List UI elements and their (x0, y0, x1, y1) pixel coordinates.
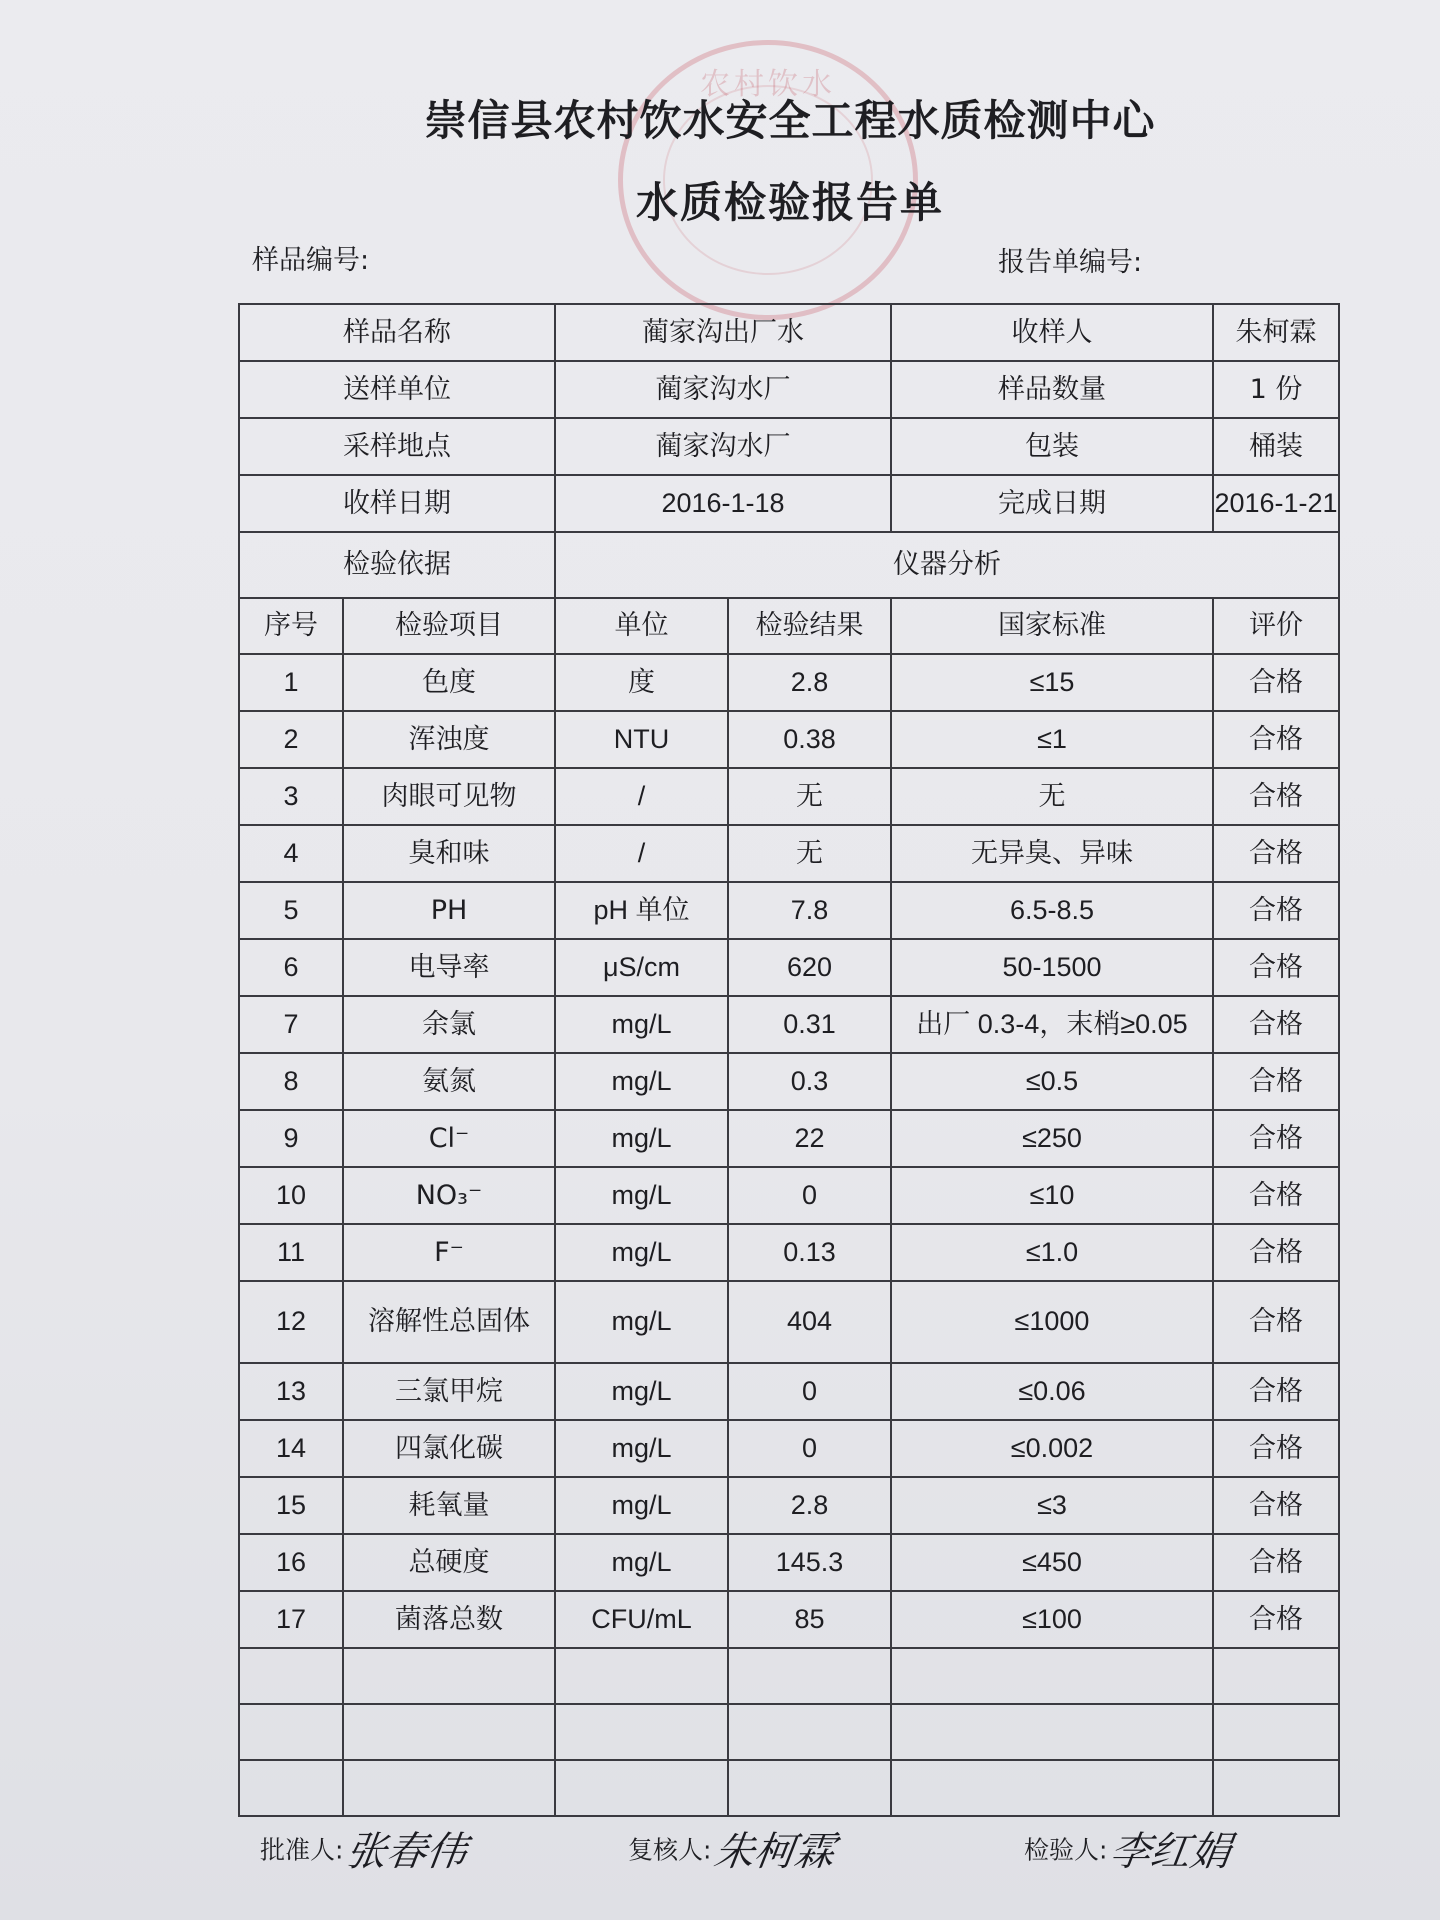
finish-date-label: 完成日期 (891, 475, 1213, 532)
row-evaluation: 合格 (1213, 1591, 1339, 1648)
info-row-basis (239, 532, 1339, 598)
row-item: 电导率 (343, 939, 555, 996)
row-result: 0 (728, 1363, 891, 1420)
row-unit: mg/L (555, 1363, 728, 1420)
row-unit: / (555, 825, 728, 882)
row-unit: mg/L (555, 1477, 728, 1534)
row-standard: 6.5-8.5 (891, 882, 1213, 939)
sample-number-label: 样品编号: (252, 245, 370, 276)
empty-row (239, 1704, 1339, 1760)
info-row-sample (239, 304, 1339, 361)
row-result: 145.3 (728, 1534, 891, 1591)
row-item: NO₃⁻ (343, 1167, 555, 1224)
row-unit: pH 单位 (555, 882, 728, 939)
empty-cell (891, 1760, 1213, 1816)
empty-row (239, 1760, 1339, 1816)
row-result: 404 (728, 1281, 891, 1363)
row-standard: ≤1.0 (891, 1224, 1213, 1281)
row-result: 0 (728, 1420, 891, 1477)
row-unit: mg/L (555, 1224, 728, 1281)
row-result: 无 (728, 825, 891, 882)
row-item: 总硬度 (343, 1534, 555, 1591)
row-number: 13 (239, 1363, 343, 1420)
sender-value: 蔺家沟水厂 (555, 361, 891, 418)
location-label: 采样地点 (239, 418, 555, 475)
approver-name: 张春伟 (343, 1829, 471, 1875)
row-number: 12 (239, 1281, 343, 1363)
table-row (239, 654, 1339, 711)
row-evaluation: 合格 (1213, 1534, 1339, 1591)
row-item: F⁻ (343, 1224, 555, 1281)
row-standard: 无 (891, 768, 1213, 825)
row-standard: ≤0.002 (891, 1420, 1213, 1477)
row-number: 11 (239, 1224, 343, 1281)
row-standard: ≤15 (891, 654, 1213, 711)
empty-row (239, 1648, 1339, 1704)
row-unit: mg/L (555, 1110, 728, 1167)
row-evaluation: 合格 (1213, 1281, 1339, 1363)
row-unit: mg/L (555, 1534, 728, 1591)
table-row (239, 1534, 1339, 1591)
row-unit: mg/L (555, 1281, 728, 1363)
row-item: 臭和味 (343, 825, 555, 882)
row-standard: 50-1500 (891, 939, 1213, 996)
package-value: 桶装 (1213, 418, 1339, 475)
table-row (239, 1420, 1339, 1477)
row-unit: μS/cm (555, 939, 728, 996)
table-row (239, 1053, 1339, 1110)
receiver-value: 朱柯霖 (1213, 304, 1339, 361)
column-header-standard: 国家标准 (891, 598, 1213, 654)
inspector-signature (1024, 1820, 1235, 1877)
row-result: 2.8 (728, 654, 891, 711)
row-number: 2 (239, 711, 343, 768)
row-evaluation: 合格 (1213, 825, 1339, 882)
empty-cell (891, 1648, 1213, 1704)
row-result: 0.38 (728, 711, 891, 768)
row-item: 四氯化碳 (343, 1420, 555, 1477)
row-unit: NTU (555, 711, 728, 768)
table-row (239, 1224, 1339, 1281)
basis-value: 仪器分析 (555, 532, 1339, 598)
receiver-label: 收样人 (891, 304, 1213, 361)
row-number: 14 (239, 1420, 343, 1477)
row-result: 0 (728, 1167, 891, 1224)
column-header-no: 序号 (239, 598, 343, 654)
table-row (239, 825, 1339, 882)
row-result: 2.8 (728, 1477, 891, 1534)
empty-cell (891, 1704, 1213, 1760)
row-number: 8 (239, 1053, 343, 1110)
row-result: 0.3 (728, 1053, 891, 1110)
page-title: 崇信县农村饮水安全工程水质检测中心 (424, 96, 1156, 145)
row-result: 0.13 (728, 1224, 891, 1281)
row-evaluation: 合格 (1213, 882, 1339, 939)
row-evaluation: 合格 (1213, 1053, 1339, 1110)
empty-cell (239, 1648, 343, 1704)
reviewer-label: 复核人: (628, 1835, 712, 1865)
row-item: 浑浊度 (343, 711, 555, 768)
sender-label: 送样单位 (239, 361, 555, 418)
table-row (239, 996, 1339, 1053)
quantity-label: 样品数量 (891, 361, 1213, 418)
column-header-row (239, 598, 1339, 654)
table-row (239, 711, 1339, 768)
receive-date-value: 2016-1-18 (555, 475, 891, 532)
quantity-value: 1 份 (1213, 361, 1339, 418)
row-number: 15 (239, 1477, 343, 1534)
reviewer-name: 朱柯霖 (711, 1829, 839, 1875)
row-item: 溶解性总固体 (343, 1281, 555, 1363)
row-unit: mg/L (555, 1420, 728, 1477)
row-number: 3 (239, 768, 343, 825)
row-item: 菌落总数 (343, 1591, 555, 1648)
info-row-location (239, 418, 1339, 475)
table-row (239, 939, 1339, 996)
empty-cell (1213, 1648, 1339, 1704)
row-standard: ≤250 (891, 1110, 1213, 1167)
row-standard: ≤450 (891, 1534, 1213, 1591)
row-unit: mg/L (555, 1053, 728, 1110)
table-row (239, 1110, 1339, 1167)
finish-date-value: 2016-1-21 (1213, 475, 1339, 532)
row-evaluation: 合格 (1213, 939, 1339, 996)
row-unit: CFU/mL (555, 1591, 728, 1648)
row-number: 4 (239, 825, 343, 882)
inspector-label: 检验人: (1024, 1835, 1108, 1865)
row-evaluation: 合格 (1213, 711, 1339, 768)
row-number: 17 (239, 1591, 343, 1648)
row-standard: ≤1 (891, 711, 1213, 768)
row-number: 9 (239, 1110, 343, 1167)
empty-cell (555, 1760, 728, 1816)
row-number: 7 (239, 996, 343, 1053)
table-row (239, 1167, 1339, 1224)
row-item: 三氯甲烷 (343, 1363, 555, 1420)
empty-cell (1213, 1760, 1339, 1816)
row-number: 1 (239, 654, 343, 711)
table-row (239, 1591, 1339, 1648)
row-number: 10 (239, 1167, 343, 1224)
empty-cell (343, 1760, 555, 1816)
empty-cell (728, 1704, 891, 1760)
table-row (239, 882, 1339, 939)
empty-cell (555, 1648, 728, 1704)
table-row (239, 1281, 1339, 1363)
row-standard: ≤0.06 (891, 1363, 1213, 1420)
row-unit: / (555, 768, 728, 825)
row-standard: ≤0.5 (891, 1053, 1213, 1110)
empty-cell (728, 1760, 891, 1816)
empty-cell (239, 1760, 343, 1816)
row-result: 22 (728, 1110, 891, 1167)
row-item: PH (343, 882, 555, 939)
inspector-name: 李红娟 (1107, 1829, 1235, 1875)
sample-name-value: 蔺家沟出厂水 (555, 304, 891, 361)
location-value: 蔺家沟水厂 (555, 418, 891, 475)
row-evaluation: 合格 (1213, 1224, 1339, 1281)
row-item: 色度 (343, 654, 555, 711)
empty-cell (343, 1648, 555, 1704)
row-item: 耗氧量 (343, 1477, 555, 1534)
row-number: 16 (239, 1534, 343, 1591)
approver-label: 批准人: (260, 1835, 344, 1865)
page-subtitle: 水质检验报告单 (635, 178, 944, 227)
row-result: 7.8 (728, 882, 891, 939)
column-header-unit: 单位 (555, 598, 728, 654)
row-standard: 无异臭、异味 (891, 825, 1213, 882)
row-evaluation: 合格 (1213, 1420, 1339, 1477)
row-evaluation: 合格 (1213, 1167, 1339, 1224)
column-header-result: 检验结果 (728, 598, 891, 654)
row-number: 5 (239, 882, 343, 939)
row-item: 氨氮 (343, 1053, 555, 1110)
row-result: 无 (728, 768, 891, 825)
row-item: 肉眼可见物 (343, 768, 555, 825)
table-row (239, 1363, 1339, 1420)
row-evaluation: 合格 (1213, 654, 1339, 711)
row-unit: mg/L (555, 1167, 728, 1224)
row-standard: ≤3 (891, 1477, 1213, 1534)
empty-cell (239, 1704, 343, 1760)
row-standard: ≤100 (891, 1591, 1213, 1648)
approver-signature (260, 1820, 471, 1877)
row-number: 6 (239, 939, 343, 996)
column-header-item: 检验项目 (343, 598, 555, 654)
reviewer-signature (628, 1820, 839, 1877)
row-result: 0.31 (728, 996, 891, 1053)
basis-label: 检验依据 (239, 532, 555, 598)
row-evaluation: 合格 (1213, 1110, 1339, 1167)
info-row-sender (239, 361, 1339, 418)
row-standard: 出厂 0.3-4，末梢≥0.05 (891, 996, 1213, 1053)
inspection-table (238, 303, 1340, 1817)
sample-name-label: 样品名称 (239, 304, 555, 361)
row-unit: 度 (555, 654, 728, 711)
column-header-eval: 评价 (1213, 598, 1339, 654)
row-evaluation: 合格 (1213, 1477, 1339, 1534)
empty-cell (343, 1704, 555, 1760)
row-unit: mg/L (555, 996, 728, 1053)
empty-cell (728, 1648, 891, 1704)
table-row (239, 1477, 1339, 1534)
row-standard: ≤1000 (891, 1281, 1213, 1363)
table-row (239, 768, 1339, 825)
empty-cell (1213, 1704, 1339, 1760)
package-label: 包装 (891, 418, 1213, 475)
row-item: 余氯 (343, 996, 555, 1053)
row-evaluation: 合格 (1213, 768, 1339, 825)
receive-date-label: 收样日期 (239, 475, 555, 532)
official-seal-text: 农村饮水 (700, 67, 836, 102)
row-item: Cl⁻ (343, 1110, 555, 1167)
empty-cell (555, 1704, 728, 1760)
report-number-label: 报告单编号: (998, 247, 1143, 278)
row-standard: ≤10 (891, 1167, 1213, 1224)
row-evaluation: 合格 (1213, 1363, 1339, 1420)
row-result: 85 (728, 1591, 891, 1648)
row-result: 620 (728, 939, 891, 996)
info-row-dates (239, 475, 1339, 532)
row-evaluation: 合格 (1213, 996, 1339, 1053)
